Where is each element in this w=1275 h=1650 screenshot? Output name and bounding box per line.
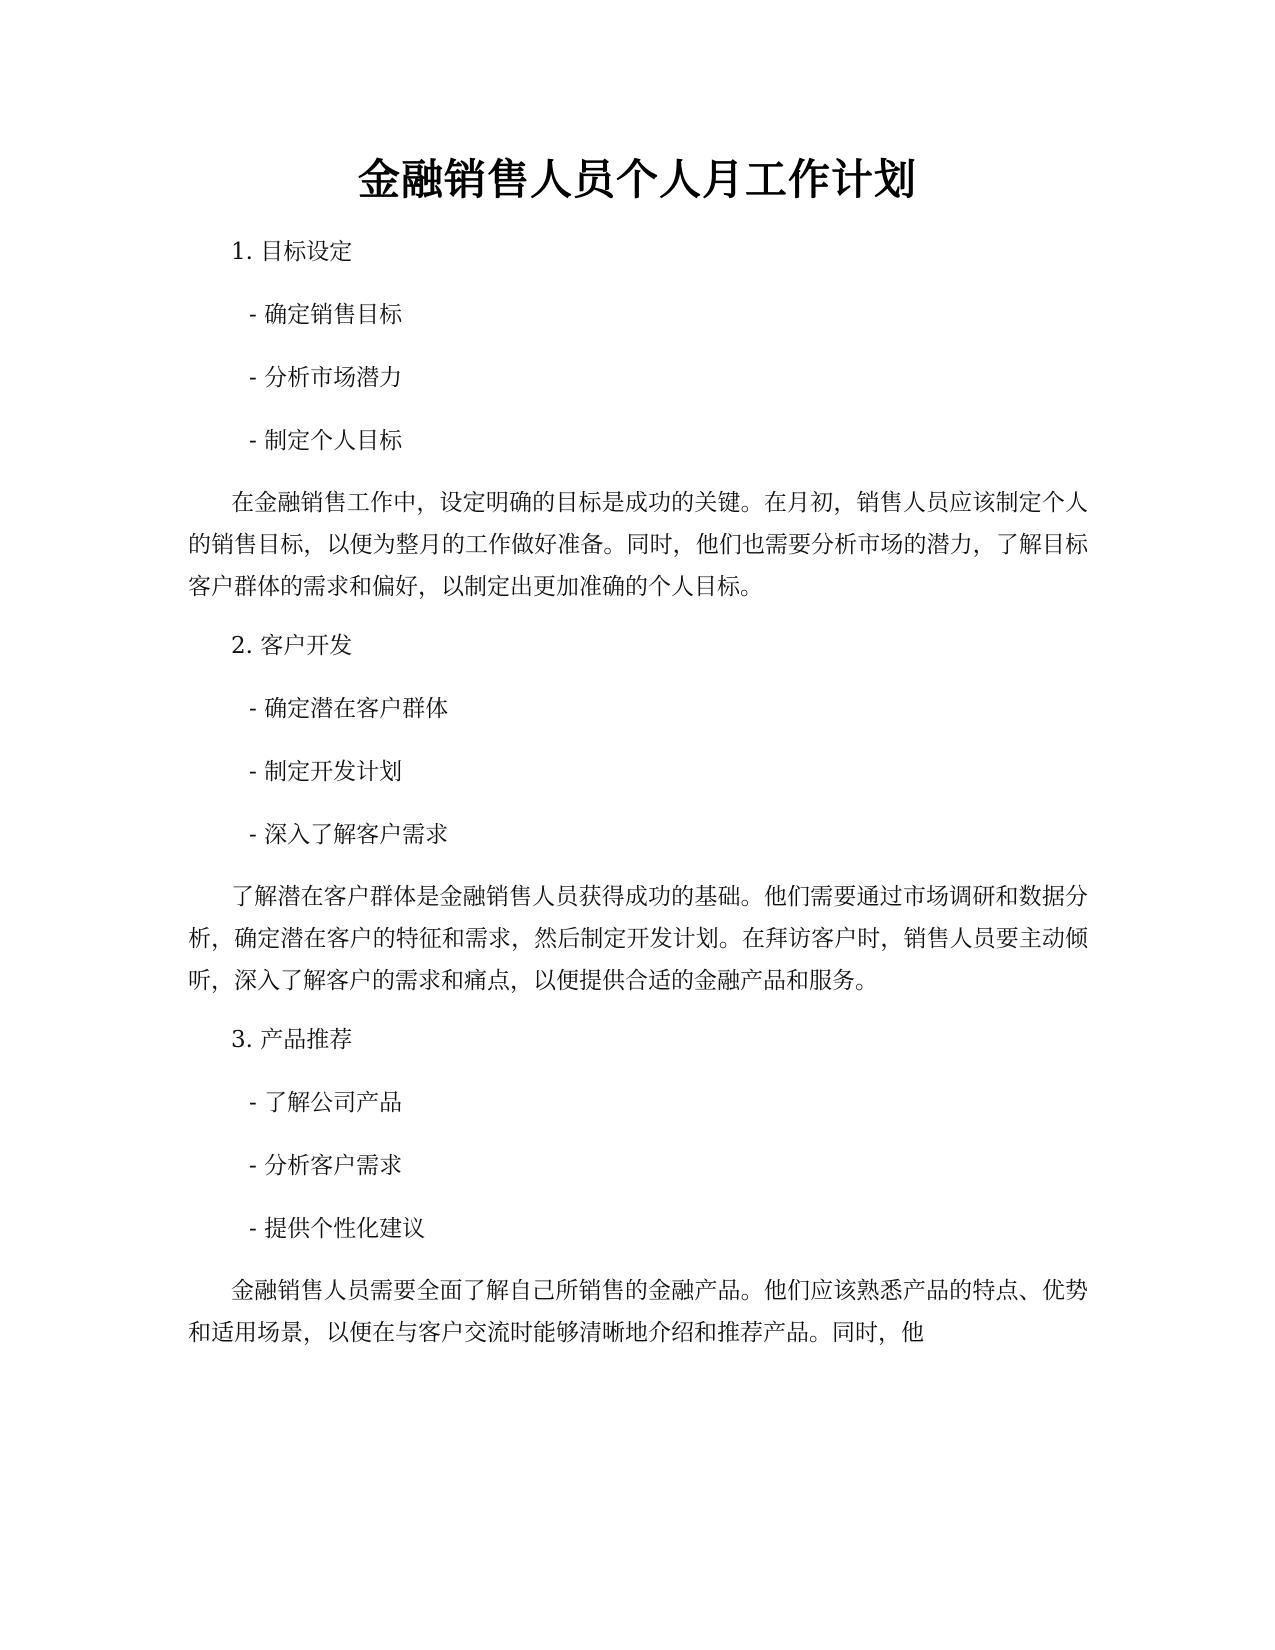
list-item: - 提供个性化建议 — [249, 1216, 426, 1242]
list-item: - 确定潜在客户群体 — [249, 696, 449, 722]
body-paragraph: 金融销售人员需要全面了解自己所销售的金融产品。他们应该熟悉产品的特点、优势和适用场景，以便在与客户交流时能够清晰地介绍和推荐产品。同时，他 — [188, 1278, 1088, 1346]
list-item: - 制定个人目标 — [249, 428, 403, 454]
body-paragraph: 了解潜在客户群体是金融销售人员获得成功的基础。他们需要通过市场调研和数据分析，确定潜在客户的特征和需求，然后制定开发计划。在拜访客户时，销售人员要主动倾听，深入了解客户的需求和痛点，以便提供合适的金融产品和服务。 — [188, 884, 1088, 994]
list-item: - 制定开发计划 — [249, 759, 403, 785]
body-paragraph: 在金融销售工作中，设定明确的目标是成功的关键。在月初，销售人员应该制定个人的销售目标，以便为整月的工作做好准备。同时，他们也需要分析市场的潜力，了解目标客户群体的需求和偏好，以制定出更加准确的个人目标。 — [188, 490, 1088, 600]
list-item: - 确定销售目标 — [249, 302, 403, 328]
list-item: - 分析客户需求 — [249, 1153, 403, 1179]
section-heading: 3. 产品推荐 — [231, 1027, 353, 1053]
list-item: - 深入了解客户需求 — [249, 822, 449, 848]
document-title: 金融销售人员个人月工作计划 — [357, 155, 917, 204]
list-item: - 分析市场潜力 — [249, 365, 403, 391]
section-heading: 2. 客户开发 — [231, 633, 353, 659]
list-item: - 了解公司产品 — [249, 1090, 403, 1116]
section-heading: 1. 目标设定 — [231, 239, 353, 265]
